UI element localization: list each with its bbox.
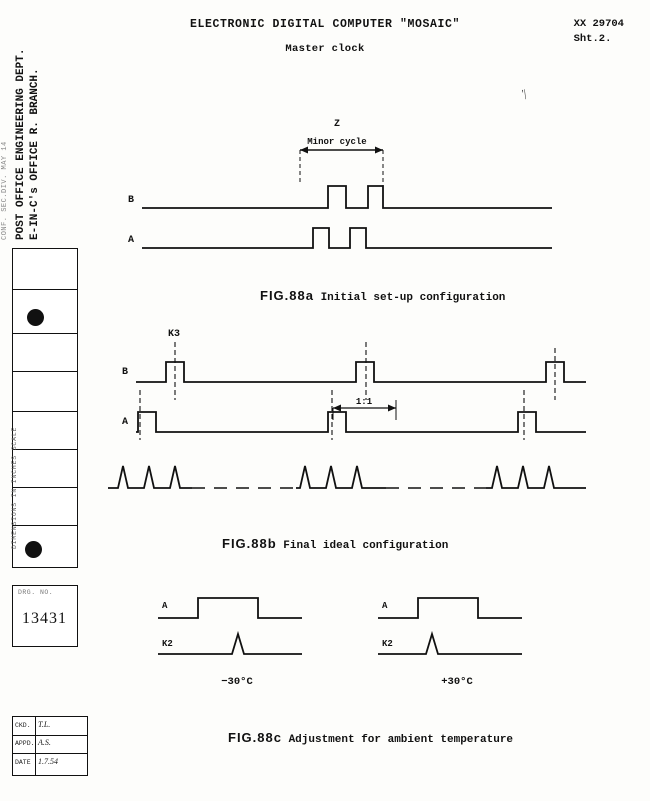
drawing-number-box [12, 585, 78, 647]
drawing-reference-number: XX 29704 [573, 18, 624, 30]
department-stamp-line1: POST OFFICE ENGINEERING DEPT. [15, 48, 27, 240]
margin-punch-box [12, 248, 78, 568]
signature-value-ckd: T.L. [38, 720, 51, 729]
punch-divider [13, 487, 77, 488]
punch-divider [13, 411, 77, 412]
punch-hole [27, 309, 44, 326]
punch-divider [13, 449, 77, 450]
drawing-number-caption: DRG. NO. [18, 589, 54, 596]
figure-88b-caption [222, 536, 448, 552]
fig88c-right-trace-k2-label: K2 [382, 639, 393, 649]
figure-88a-waveforms [100, 110, 560, 270]
punch-divider [13, 525, 77, 526]
fig88b-interval-label: 1:1 [355, 397, 373, 407]
figure-88b-caption-text: Final ideal configuration [283, 540, 449, 552]
punch-divider [13, 289, 77, 290]
fig88a-trace-a-label: A [128, 235, 135, 246]
fig88c-left-trace-a-label: A [162, 601, 168, 611]
drawing-sheet-number: Sht.2. [573, 33, 612, 45]
fig88c-right-temperature: +30°C [441, 676, 473, 688]
punch-divider [13, 371, 77, 372]
fig88b-trace-b-label: B [122, 367, 129, 378]
document-subtitle: Master clock [285, 43, 365, 55]
department-stamp-faint: CONF. SEC.DIV. MAY 14 [1, 141, 9, 240]
figure-88c-caption-text: Adjustment for ambient temperature [288, 734, 514, 746]
signature-box [12, 716, 88, 776]
fig88c-left-trace-k2-label: K2 [162, 639, 173, 649]
punch-hole [25, 541, 42, 558]
department-stamp-line2: E-IN-C's OFFICE R. BRANCH. [29, 68, 41, 240]
figure-88c-caption [228, 730, 513, 746]
document-title: ELECTRONIC DIGITAL COMPUTER "MOSAIC" [189, 18, 461, 31]
figure-88c-waveforms [150, 588, 550, 668]
fig88a-cycle-label: Minor cycle [307, 137, 367, 147]
fig88a-cycle-letter: Z [333, 119, 341, 130]
fig88b-k3-label: K3 [168, 329, 181, 340]
fig88b-trace-a-label: A [122, 417, 129, 428]
drawing-reference [574, 17, 624, 47]
figure-88a-caption-text: Initial set-up configuration [320, 292, 506, 304]
pencil-tick-mark: '| [520, 87, 527, 101]
signature-key-ckd: CKD. [15, 722, 31, 729]
figure-88b-waveforms [100, 320, 600, 510]
punch-divider [13, 333, 77, 334]
figure-88a-number: FIG.88a [260, 288, 314, 303]
figure-88b-number: FIG.88b [222, 536, 277, 551]
punch-box-label: DIMENSIONS IN INCHES SCALE [11, 426, 18, 549]
signature-key-appd: APPD. [15, 740, 35, 747]
figure-88a-caption [260, 288, 505, 304]
fig88c-right-trace-a-label: A [382, 601, 388, 611]
fig88a-trace-b-label: B [128, 195, 135, 206]
drawing-number-value: 13431 [22, 610, 67, 627]
signature-value-date: 1.7.54 [38, 757, 58, 766]
fig88c-left-temperature: −30°C [221, 676, 253, 688]
figure-88c-number: FIG.88c [228, 730, 282, 745]
signature-key-date: DATE [15, 759, 31, 766]
signature-value-appd: A.S. [38, 738, 51, 747]
